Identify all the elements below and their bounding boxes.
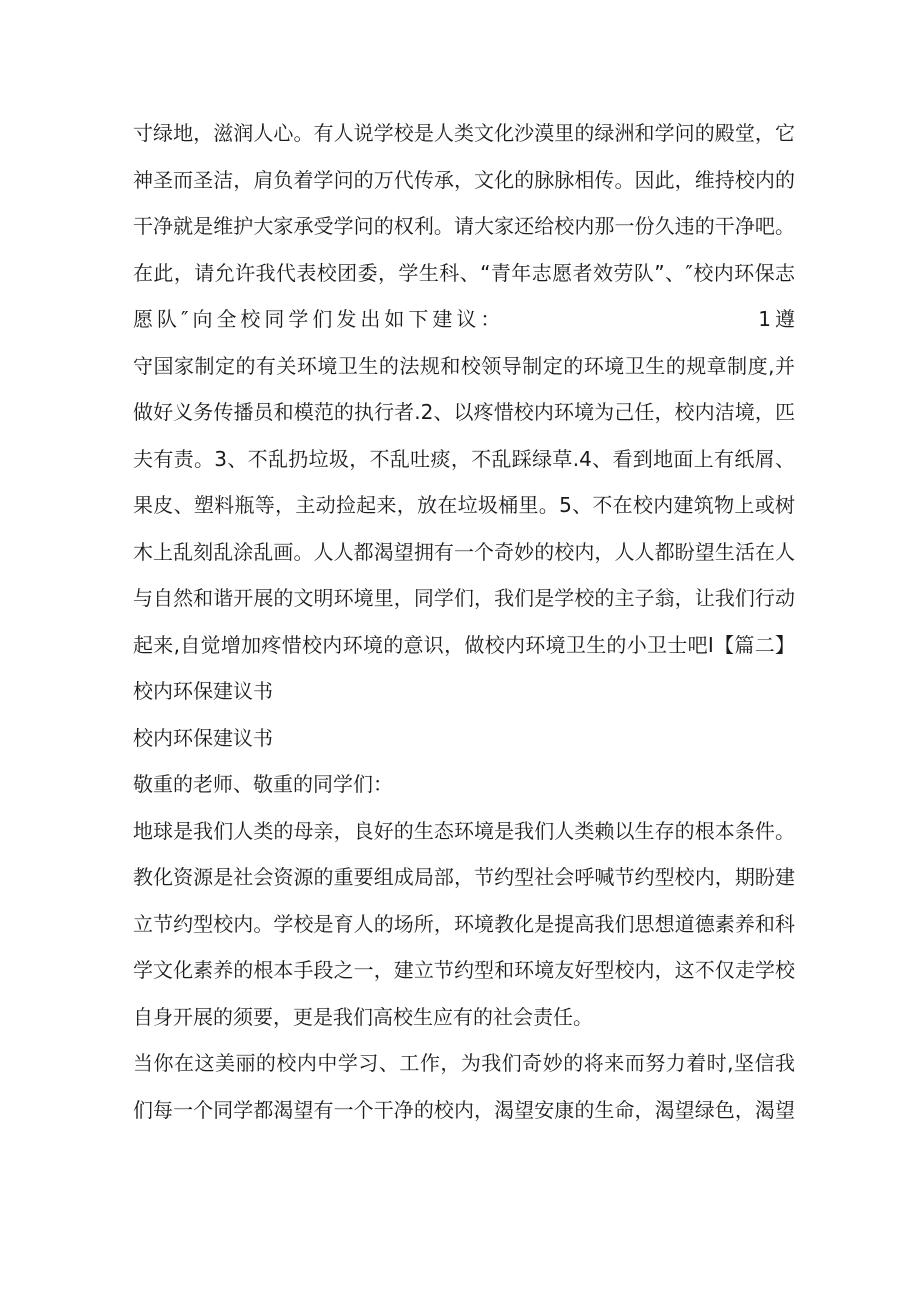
text-line: 教化资源是社会资源的重要组成局部，节约型社会呼喊节约型校内，期盼建 <box>133 865 795 889</box>
text-line: 起来,自觉增加疼惜校内环境的意识，做校内环境卫生的小卫士吧I【篇二】 <box>133 632 795 657</box>
text-line: 与自然和谐开展的文明环境里，同学们，我们是学校的主子翁，让我们行动 <box>133 586 795 610</box>
text-line: 做好义务传播员和模范的执行者.2、以疼惜校内环境为己任，校内洁境，匹 <box>133 400 795 424</box>
text-line: 神圣而圣洁，肩负着学问的万代传承，文化的脉脉相传。因此，维持校内的 <box>133 167 795 192</box>
document-body <box>133 110 795 1133</box>
salutation: 敬重的老师、敬重的同学们： <box>133 772 393 796</box>
text-line: 自身开展的须要，更是我们高校生应有的社会责任。 <box>133 1004 593 1029</box>
text-line: 守国家制定的有关环境卫生的法规和校领导制定的环境卫生的规章制度,并 <box>133 353 795 378</box>
document-title: 校内环保建议书 <box>133 725 273 750</box>
text-line: 寸绿地，滋润人心。有人说学校是人类文化沙漠里的绿洲和学问的殿堂，它 <box>133 121 795 145</box>
text-line: 夫有责。3、不乱扔垃圾，不乱吐痰，不乱踩绿草.4、看到地面上有纸屑、 <box>133 446 795 471</box>
text-line: 干净就是维护大家承受学问的权利。请大家还给校内那一份久违的干净吧。 <box>133 214 795 238</box>
text-line: 立节约型校内。学校是育人的场所，环境教化是提高我们思想道德素养和科 <box>133 911 795 936</box>
text-line: 在此，请允许我代表校团委，学生科、“青年志愿者效劳队”、″校内环保志 <box>133 260 795 285</box>
text-line: 学文化素养的根本手段之一，建立节约型和环境友好型校内，这不仅走学校 <box>133 958 795 982</box>
text-line: 们每一个同学都渴望有一个干净的校内，渴望安康的生命，渴望绿色，渴望 <box>133 1097 795 1122</box>
text-line: 果皮、塑料瓶等，主动捡起来，放在垃圾桶里。5、不在校内建筑物上或树 <box>133 493 795 517</box>
text-line: 愿队″向全校同学们发出如下建议： 1遵 <box>133 307 795 331</box>
text-line: 当你在这美丽的校内中学习、工作，为我们奇妙的将来而努力着时,坚信我 <box>133 1051 795 1075</box>
text-line: 地球是我们人类的母亲，良好的生态环境是我们人类赖以生存的根本条件。 <box>133 818 795 843</box>
text-line: 木上乱刻乱涂乱画。人人都渴望拥有一个奇妙的校内，人人都盼望生活在人 <box>133 539 795 564</box>
section-heading: 校内环保建议书 <box>133 679 273 703</box>
